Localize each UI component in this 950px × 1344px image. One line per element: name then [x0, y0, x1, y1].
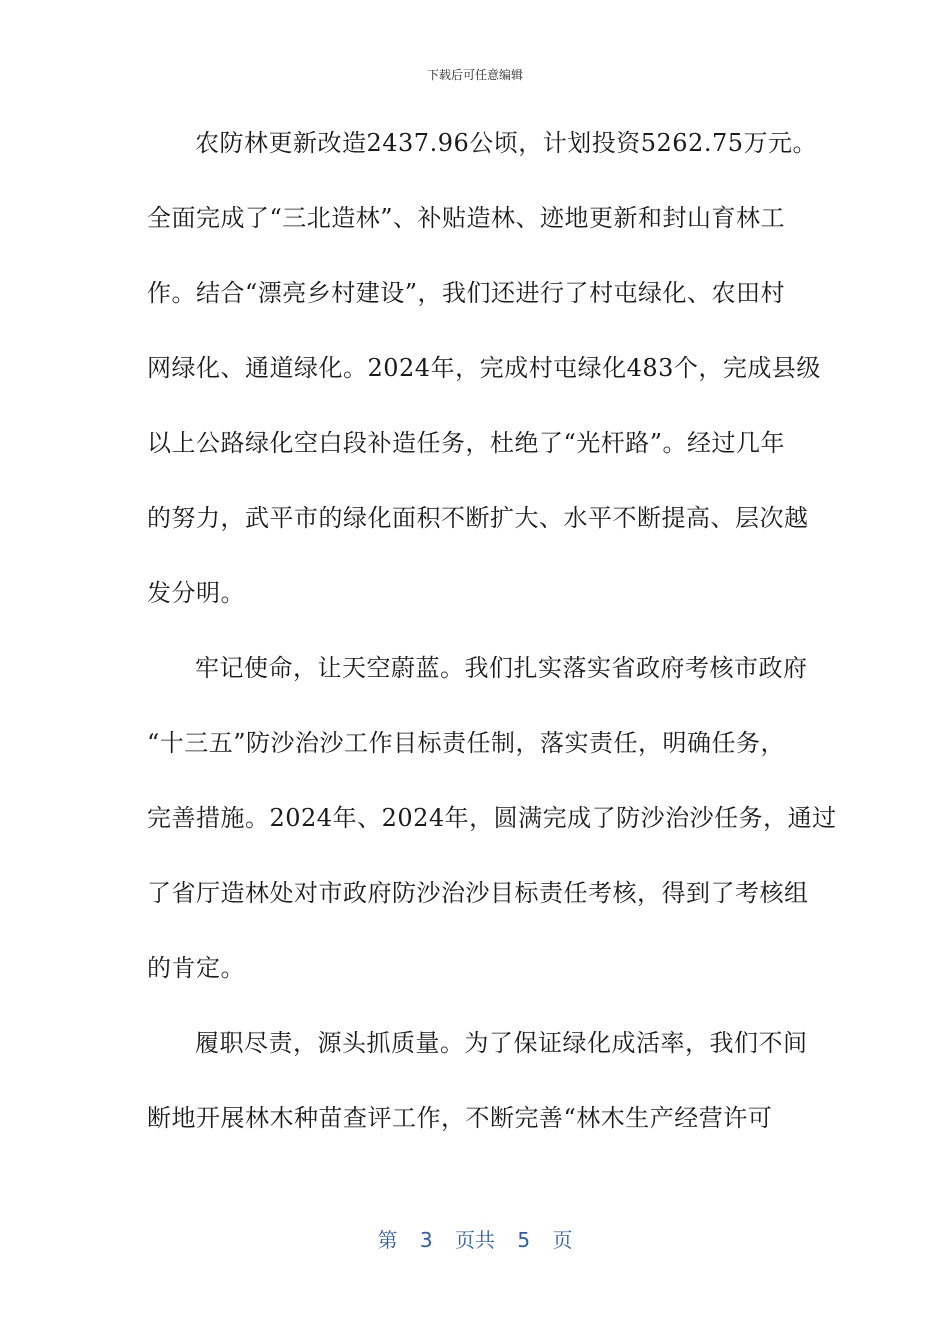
text-line: “十三五”防沙治沙工作目标责任制，落实责任，明确任务，: [147, 729, 786, 757]
text-line: 以上公路绿化空白段补造任务，杜绝了“光杆路”。经过几年: [147, 429, 786, 457]
text-line: 的肯定。: [147, 954, 245, 982]
page-header: 下载后可任意编辑: [426, 68, 523, 82]
text-line: 牢记使命，让天空蔚蓝。我们扎实落实省政府考核市政府: [195, 654, 808, 682]
body-text: [147, 106, 837, 1156]
text-line: 了省厅造林处对市政府防沙治沙目标责任考核，得到了考核组: [147, 879, 809, 907]
current-page-number: 3: [419, 1228, 433, 1252]
text-line: 农防林更新改造2437.96公顷，计划投资5262.75万元。: [195, 129, 817, 157]
text-line: 履职尽责，源头抓质量。为了保证绿化成活率，我们不间: [195, 1029, 808, 1057]
text-line: 作。结合“漂亮乡村建设”，我们还进行了村屯绿化、农田村: [147, 279, 786, 307]
text-line: 完善措施。2024年、2024年，圆满完成了防沙治沙任务，通过: [147, 804, 837, 832]
footer-prefix: 第: [377, 1228, 398, 1252]
footer-middle: 页共: [455, 1228, 495, 1252]
text-line: 的努力，武平市的绿化面积不断扩大、水平不断提高、层次越: [147, 504, 809, 532]
text-line: 网绿化、通道绿化。2024年，完成村屯绿化483个，完成县级: [147, 354, 821, 382]
text-line: 发分明。: [147, 579, 245, 607]
page-footer: [0, 1224, 950, 1253]
total-pages-number: 5: [517, 1228, 531, 1252]
text-line: 断地开展林木种苗查评工作，不断完善“林木生产经营许可: [147, 1104, 773, 1132]
footer-suffix: 页: [552, 1228, 573, 1252]
text-line: 全面完成了“三北造林”、补贴造林、迹地更新和封山育林工: [147, 204, 786, 232]
